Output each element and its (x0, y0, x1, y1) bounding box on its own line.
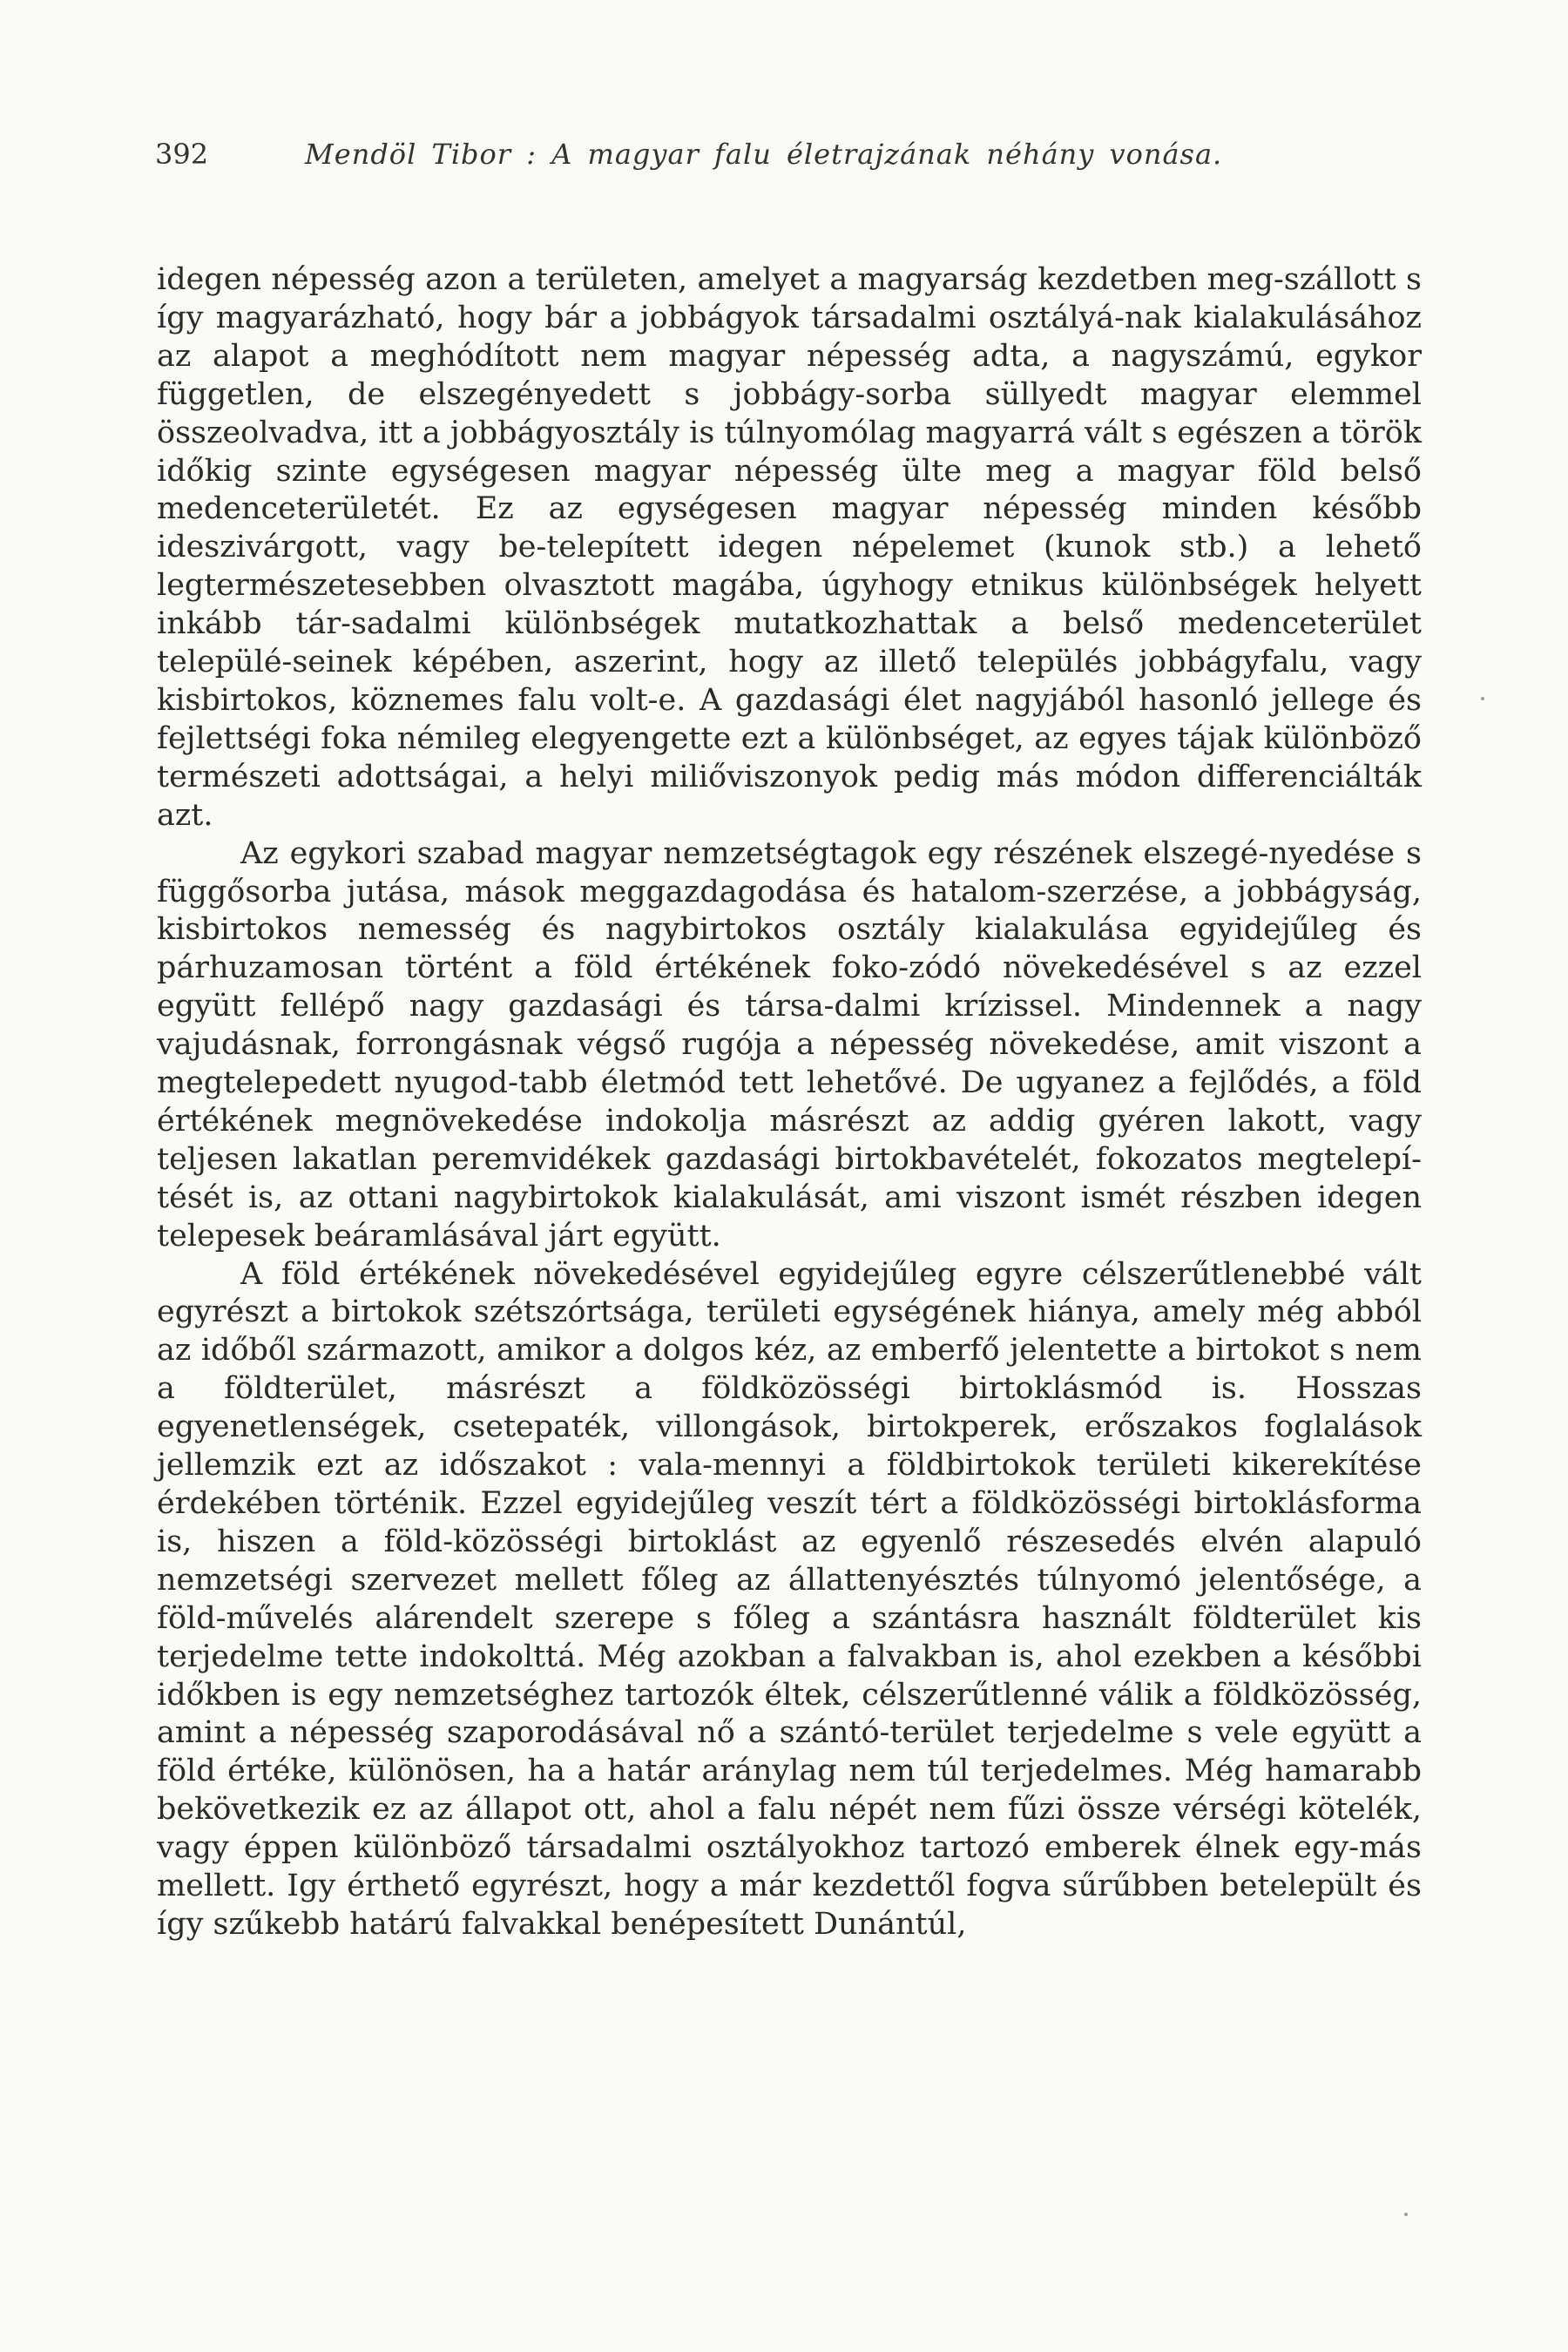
paragraph-1: idegen népesség azon a területen, amelyet a magyarság kezdetben meg-szállott s így magyarázható, hogy bár a jobbágyok társadalmi osztályá-nak kialakulásához az alapot a meghódított nem magyar népesség adta, a nagyszámú, egykor független, de elszegényedett s jobbágy-sorba süllyedt magyar elemmel összeolvadva, itt a jobbágyosztály is túlnyomólag magyarrá vált s egészen a török időkig szinte egységesen magyar népesség ülte meg a magyar föld belső medenceterületét. Ez az egységesen magyar népesség minden később ideszivárgott, vagy be-telepített idegen népelemet (kunok stb.) a lehető legtermészetesebben olvasztott magába, úgyhogy etnikus különbségek helyett inkább tár-sadalmi különbségek mutatkozhattak a belső medenceterület települé-seinek képében, aszerint, hogy az illető település jobbágyfalu, vagy kisbirtokos, köznemes falu volt-e. A gazdasági élet nagyjából hasonló jellege és fejlettségi foka némileg elegyengette ezt a különbséget, az egyes tájak különböző természeti adottságai, a helyi miliőviszonyok pedig más módon differenciálták azt. (157, 262, 1422, 833)
running-title: Mendöl Tibor : A magyar falu életrajzának néhány vonása. (305, 138, 1223, 171)
page-number: 392 (155, 138, 209, 171)
body-text (157, 261, 1422, 1944)
paragraph-2: Az egykori szabad magyar nemzetségtagok egy részének elszegé-nyedése s függősorba jutása, mások meggazdagodása és hatalom-szerzése, a jobbágyság, kisbirtokos nemesség és nagybirtokos osztály kialakulása egyidejűleg és párhuzamosan történt a föld értékének foko-zódó növekedésével s az ezzel együtt fellépő nagy gazdasági és társa-dalmi krízissel. Mindennek a nagy vajudásnak, forrongásnak végső rugója a népesség növekedése, amit viszont a megtelepedett nyugod-tabb életmód tett lehetővé. De ugyanez a fejlődés, a föld értékének megnövekedése indokolja másrészt az addig gyéren lakott, vagy teljesen lakatlan peremvidékek gazdasági birtokbavételét, fokozatos megtelepí-tését is, az ottani nagybirtokok kialakulását, ami viszont ismét részben idegen telepesek beáramlásával járt együtt. (157, 835, 1422, 1254)
running-head (155, 132, 1427, 176)
paragraph-3: A föld értékének növekedésével egyidejűleg egyre célszerűtlenebbé vált egyrészt a birtokok szétszórtsága, területi egységének hiánya, amely még abból az időből származott, amikor a dolgos kéz, az emberfő jelentette a birtokot s nem a földterület, másrészt a földközösségi birtoklásmód is. Hosszas egyenetlenségek, csetepaték, villongások, birtokperek, erőszakos foglalások jellemzik ezt az időszakot : vala-mennyi a földbirtokok területi kikerekítése érdekében történik. Ezzel egyidejűleg veszít tért a földközösségi birtoklásforma is, hiszen a föld-közösségi birtoklást az egyenlő részesedés elvén alapuló nemzetségi szervezet mellett főleg az állattenyésztés túlnyomó jelentősége, a föld-művelés alárendelt szerepe s főleg a szántásra használt földterület kis terjedelme tette indokolttá. Még azokban a falvakban is, ahol ezekben a későbbi időkben is egy nemzetséghez tartozók éltek, célszerűtlenné válik a földközösség, amint a népesség szaporodásával nő a szántó-terület terjedelme s vele együtt a föld értéke, különösen, ha a határ aránylag nem túl terjedelmes. Még hamarabb bekövetkezik ez az állapot ott, ahol a falu népét nem fűzi össze vérségi kötelék, vagy éppen különböző társadalmi osztályokhoz tartozó emberek élnek egy-más mellett. Igy érthető egyrészt, hogy a már kezdettől fogva sűrűbben betelepült és így szűkebb határú falvakkal benépesített Dunántúl, (157, 1256, 1422, 1942)
scan-speck (1404, 2213, 1408, 2216)
scan-speck (1481, 697, 1484, 700)
